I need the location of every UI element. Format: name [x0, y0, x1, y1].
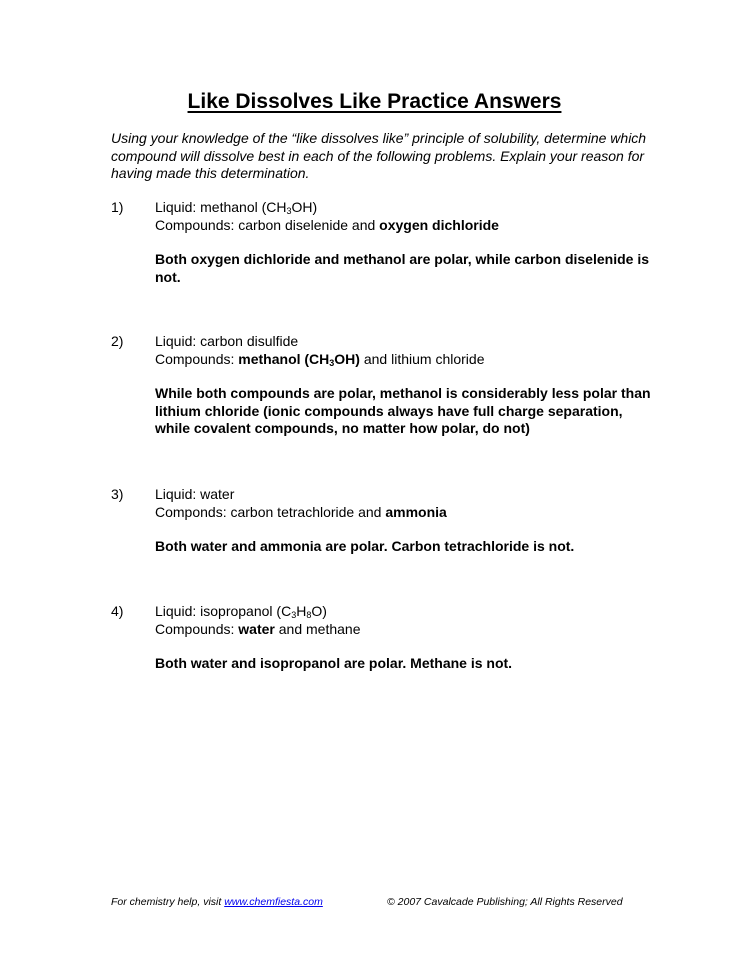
correct-compound: water	[238, 620, 275, 637]
compounds-line: Compounds: methanol $(CH_3OH)$ and lithium chloride	[155, 350, 485, 368]
liquid-line: Liquid: water	[155, 486, 235, 502]
chemfiesta-link[interactable]: www.chemfiesta.com	[224, 896, 323, 908]
problem-body	[155, 199, 655, 286]
problem-number: 2)	[111, 333, 124, 349]
compounds-line: Componds: carbon tetrachloride and ammonia	[155, 503, 447, 520]
problem-number: 4)	[111, 603, 124, 619]
footer-help: For chemistry help, visit www.chemfiesta.com	[111, 896, 323, 908]
footer-copyright: © 2007 Cavalcade Publishing; All Rights Reserved	[387, 896, 623, 908]
correct-compound: oxygen dichloride	[379, 216, 499, 233]
liquid-line: Liquid: carbon disulfide	[155, 333, 299, 349]
liquid-line: Liquid: methanol $(CH_3OH)$	[155, 199, 318, 216]
problem-body	[155, 333, 655, 438]
page-title: Like Dissolves Like Practice Answers	[187, 90, 562, 113]
problem-body	[155, 603, 655, 673]
answer-text: Both water and isopropanol are polar. Methane is not.	[155, 655, 513, 671]
correct-compound: methanol $(CH_3OH)$	[238, 350, 360, 368]
problem-body	[155, 486, 655, 556]
intro-paragraph: Using your knowledge of the “like dissolves like” principle of solubility, determine which compound will dissolve best in each of the following problems. Explain your reason for having made this determination.	[111, 130, 647, 181]
compounds-line: Compounds: carbon diselenide and oxygen dichloride	[155, 216, 499, 233]
problem-number: 1)	[111, 199, 124, 215]
liquid-line: Liquid: isopropanol $(C_3H_8O)$	[155, 603, 327, 620]
answer-text: Both oxygen dichloride and methanol are polar, while carbon diselenide is not.	[155, 251, 649, 285]
compounds-line: Compounds: water and methane	[155, 620, 361, 637]
answer-text: Both water and ammonia are polar. Carbon tetrachloride is not.	[155, 538, 575, 554]
answer-text: While both compounds are polar, methanol is considerably less polar than lithium chloride (ionic compounds always have full charge separation, while covalent compounds, no matter how polar, do not)	[155, 385, 651, 436]
correct-compound: ammonia	[385, 503, 447, 520]
problem-number: 3)	[111, 486, 124, 502]
